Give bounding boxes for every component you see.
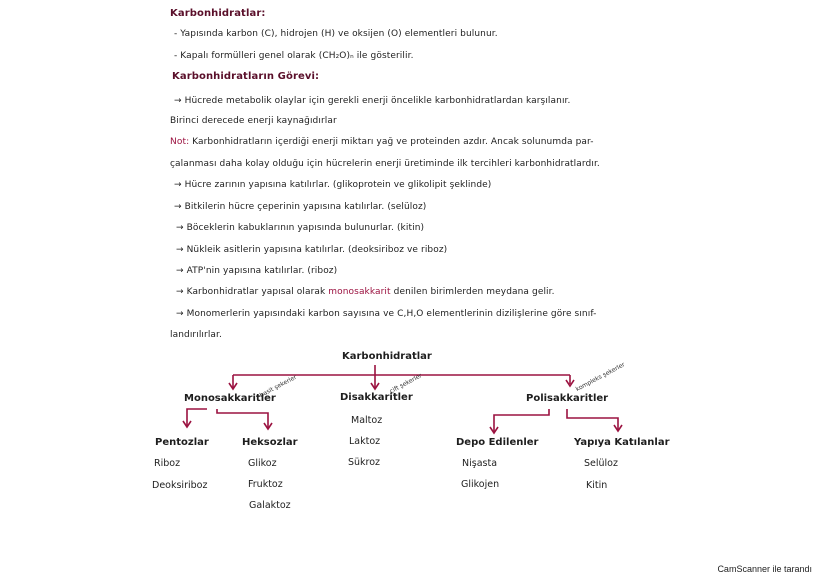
leaf-deoksiriboz: Deoksiriboz	[152, 480, 208, 491]
leaf-glikoz: Glikoz	[248, 458, 277, 469]
node-disakkaritler: Disakkaritler	[340, 392, 413, 403]
classification-line: → Monomerlerin yapısındaki karbon sayısına ve C,H,O elementlerinin dizilişlerine göre sınıf-	[176, 309, 597, 319]
leaf-glikojen: Glikojen	[461, 479, 500, 490]
leaf-maltoz: Maltoz	[351, 415, 383, 426]
duty-item: → Hücre zarının yapısına katılırlar. (glikoprotein ve glikolipit şeklinde)	[174, 180, 492, 190]
note-cift-sekerler: çift şekerler	[388, 372, 424, 395]
mono-post: denilen birimlerden meydana gelir.	[390, 287, 555, 297]
duty-item: → Nükleik asitlerin yapısına katılırlar. (deoksiriboz ve riboz)	[176, 245, 448, 255]
leaf-galaktoz: Galaktoz	[249, 500, 291, 511]
note-text: Karbonhidratların içerdiği enerji miktarı yağ ve proteinden azdır. Ancak solunumda par-	[189, 137, 594, 147]
note-basit-sekerler: basit şekerler	[258, 373, 298, 399]
leaf-sukroz: Sükroz	[348, 457, 381, 468]
leaf-seluloz: Selüloz	[584, 458, 618, 469]
depo-arrow	[494, 409, 549, 432]
node-depo-edilenler: Depo Edilenler	[456, 437, 539, 448]
leaf-riboz: Riboz	[154, 458, 181, 469]
mono-pre: → Karbonhidratlar yapısal olarak	[176, 287, 329, 297]
duty-item: → Böceklerin kabuklarının yapısında bulunurlar. (kitin)	[176, 223, 425, 233]
leaf-laktoz: Laktoz	[349, 436, 381, 447]
duty-item: → Bitkilerin hücre çeperinin yapısına katılırlar. (selüloz)	[174, 202, 427, 212]
node-heksozlar: Heksozlar	[242, 437, 298, 448]
duty-line-cont: Birinci derecede enerji kaynağıdırlar	[170, 116, 337, 126]
leaf-fruktoz: Fruktoz	[248, 479, 283, 490]
leaf-nisasta: Nişasta	[462, 458, 498, 469]
classification-line-cont: landırılırlar.	[170, 330, 222, 340]
property-line: - Kapalı formülleri genel olarak (CH₂O)ₙ ile gösterilir.	[174, 51, 414, 61]
node-monosakkaritler: Monosakkaritler	[184, 393, 276, 404]
heading-gorevi: Karbonhidratların Görevi:	[172, 71, 320, 82]
node-karbonhidratlar: Karbonhidratlar	[342, 351, 432, 362]
note-line-cont: çalanması daha kolay olduğu için hücrelerin enerji üretiminde ilk tercihleri karbonhidratlardır.	[170, 159, 600, 169]
node-yapiya-katilanlar: Yapıya Katılanlar	[574, 437, 670, 448]
heksoz-arrow	[217, 409, 268, 428]
leaf-kitin: Kitin	[586, 480, 608, 491]
property-line: - Yapısında karbon (C), hidrojen (H) ve oksijen (O) elementleri bulunur.	[174, 29, 498, 39]
camscanner-watermark: CamScanner ile tarandı	[717, 564, 812, 574]
node-pentozlar: Pentozlar	[155, 437, 209, 448]
node-polisakkaritler: Polisakkaritler	[526, 393, 609, 404]
duty-line: → Hücrede metabolik olaylar için gerekli enerji öncelikle karbonhidratlardan karşılanır.	[174, 96, 571, 106]
monosakkarit-highlight: monosakkarit	[328, 287, 391, 297]
note-label: Not:	[170, 137, 190, 147]
heading-karbonhidratlar: Karbonhidratlar:	[170, 8, 266, 19]
duty-item: → ATP'nin yapısına katılırlar. (riboz)	[176, 266, 338, 276]
note-kompleks-sekerler: kompleks şekerler	[574, 361, 627, 393]
yapi-arrow	[567, 409, 618, 430]
